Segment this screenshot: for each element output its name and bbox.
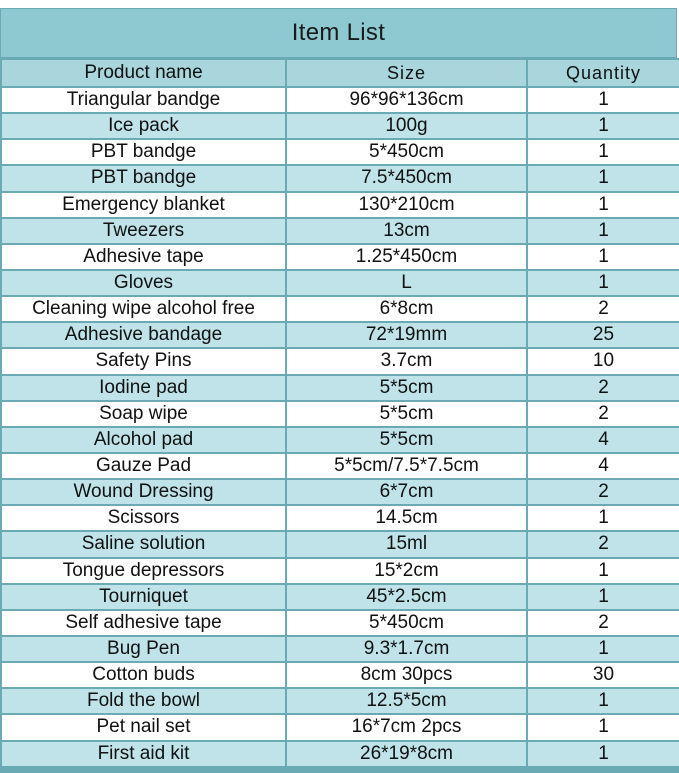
table-row (1, 479, 679, 505)
cell-size: 15*2cm (286, 558, 527, 584)
cell-quantity: 1 (527, 741, 679, 767)
table-row (1, 296, 679, 322)
table-row (1, 636, 679, 662)
table-row (1, 531, 679, 557)
column-header-size: Size (286, 59, 527, 87)
cell-product-name: PBT bandge (1, 165, 286, 191)
table-row (1, 610, 679, 636)
cell-size: 14.5cm (286, 505, 527, 531)
cell-quantity: 1 (527, 558, 679, 584)
cell-size: 5*450cm (286, 139, 527, 165)
table-row (1, 113, 679, 139)
cell-product-name: Self adhesive tape (1, 610, 286, 636)
table-body (1, 87, 679, 767)
table-row (1, 322, 679, 348)
cell-quantity: 1 (527, 636, 679, 662)
cell-size: 5*5cm (286, 375, 527, 401)
cell-quantity: 1 (527, 270, 679, 296)
cell-product-name: Ice pack (1, 113, 286, 139)
cell-size: 6*7cm (286, 479, 527, 505)
cell-size: 13cm (286, 218, 527, 244)
cell-size: 15ml (286, 531, 527, 557)
header-row (1, 59, 679, 87)
cell-product-name: Safety Pins (1, 348, 286, 374)
table-row (1, 714, 679, 740)
cell-product-name: Tweezers (1, 218, 286, 244)
cell-product-name: Soap wipe (1, 401, 286, 427)
cell-quantity: 1 (527, 505, 679, 531)
table-row (1, 453, 679, 479)
cell-quantity: 1 (527, 244, 679, 270)
table-row (1, 558, 679, 584)
cell-size: 5*5cm (286, 427, 527, 453)
cell-quantity: 1 (527, 87, 679, 113)
item-table (0, 58, 679, 768)
cell-size: L (286, 270, 527, 296)
title-bar (0, 8, 677, 58)
table-row (1, 139, 679, 165)
cell-product-name: Fold the bowl (1, 688, 286, 714)
cell-quantity: 2 (527, 479, 679, 505)
cell-size: 96*96*136cm (286, 87, 527, 113)
cell-product-name: Tongue depressors (1, 558, 286, 584)
table-row (1, 401, 679, 427)
cell-product-name: Adhesive tape (1, 244, 286, 270)
cell-product-name: Alcohol pad (1, 427, 286, 453)
cell-product-name: Bug Pen (1, 636, 286, 662)
cell-quantity: 1 (527, 165, 679, 191)
table-row (1, 584, 679, 610)
table-row (1, 192, 679, 218)
cell-product-name: Cotton buds (1, 662, 286, 688)
table-row (1, 218, 679, 244)
cell-size: 16*7cm 2pcs (286, 714, 527, 740)
table-row (1, 87, 679, 113)
cell-quantity: 1 (527, 218, 679, 244)
cell-quantity: 1 (527, 714, 679, 740)
cell-quantity: 25 (527, 322, 679, 348)
cell-product-name: First aid kit (1, 741, 286, 767)
table-row (1, 505, 679, 531)
cell-quantity: 1 (527, 192, 679, 218)
cell-quantity: 30 (527, 662, 679, 688)
cell-quantity: 1 (527, 113, 679, 139)
cell-size: 6*8cm (286, 296, 527, 322)
cell-size: 1.25*450cm (286, 244, 527, 270)
cell-size: 5*450cm (286, 610, 527, 636)
cell-size: 100g (286, 113, 527, 139)
table-row (1, 427, 679, 453)
cell-size: 5*5cm/7.5*7.5cm (286, 453, 527, 479)
table-row (1, 741, 679, 767)
table-row (1, 375, 679, 401)
cell-size: 130*210cm (286, 192, 527, 218)
cell-quantity: 2 (527, 296, 679, 322)
cell-product-name: Cleaning wipe alcohol free (1, 296, 286, 322)
cell-size: 26*19*8cm (286, 741, 527, 767)
cell-product-name: Gauze Pad (1, 453, 286, 479)
cell-product-name: Adhesive bandage (1, 322, 286, 348)
cell-quantity: 1 (527, 139, 679, 165)
cell-product-name: Scissors (1, 505, 286, 531)
cell-quantity: 2 (527, 610, 679, 636)
cell-quantity: 2 (527, 375, 679, 401)
cell-product-name: Iodine pad (1, 375, 286, 401)
cell-size: 7.5*450cm (286, 165, 527, 191)
cell-size: 5*5cm (286, 401, 527, 427)
cell-product-name: Triangular bandge (1, 87, 286, 113)
table-row (1, 662, 679, 688)
table-row (1, 244, 679, 270)
cell-quantity: 1 (527, 584, 679, 610)
cell-size: 3.7cm (286, 348, 527, 374)
cell-quantity: 4 (527, 427, 679, 453)
cell-quantity: 2 (527, 531, 679, 557)
table-row (1, 348, 679, 374)
cell-size: 12.5*5cm (286, 688, 527, 714)
bottom-border (0, 768, 679, 773)
cell-size: 9.3*1.7cm (286, 636, 527, 662)
cell-product-name: Tourniquet (1, 584, 286, 610)
table-row (1, 688, 679, 714)
table-row (1, 165, 679, 191)
cell-quantity: 10 (527, 348, 679, 374)
page-title: Item List (291, 19, 386, 46)
cell-product-name: Pet nail set (1, 714, 286, 740)
cell-product-name: Wound Dressing (1, 479, 286, 505)
cell-product-name: Gloves (1, 270, 286, 296)
cell-quantity: 4 (527, 453, 679, 479)
cell-product-name: PBT bandge (1, 139, 286, 165)
column-header-quantity: Quantity (527, 59, 679, 87)
cell-size: 8cm 30pcs (286, 662, 527, 688)
cell-quantity: 2 (527, 401, 679, 427)
table-row (1, 270, 679, 296)
cell-product-name: Saline solution (1, 531, 286, 557)
cell-size: 45*2.5cm (286, 584, 527, 610)
cell-size: 72*19mm (286, 322, 527, 348)
cell-quantity: 1 (527, 688, 679, 714)
cell-product-name: Emergency blanket (1, 192, 286, 218)
column-header-product-name: Product name (1, 59, 286, 87)
